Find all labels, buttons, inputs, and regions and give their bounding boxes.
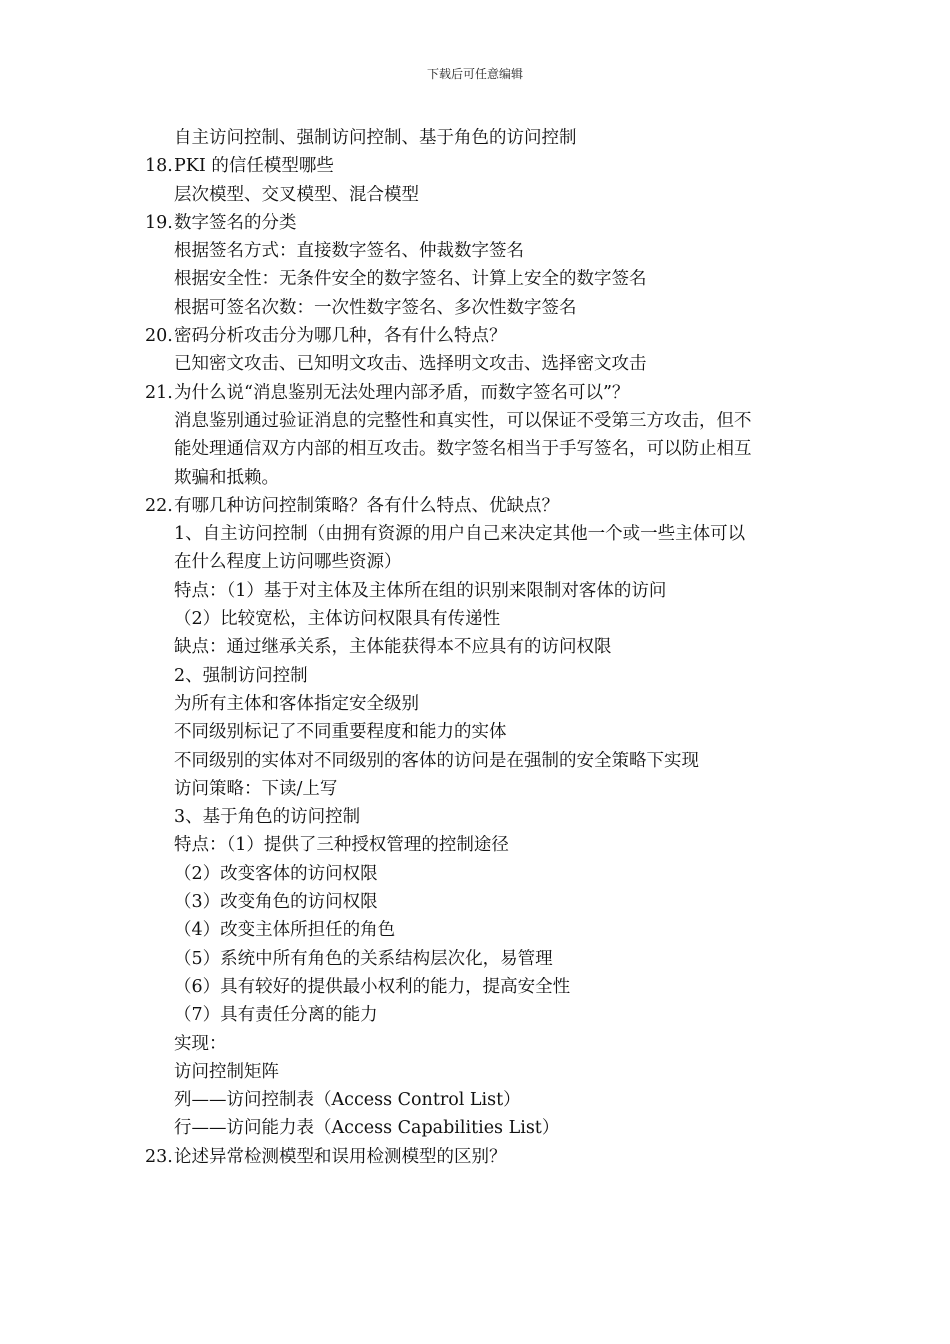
question-text: 有哪几种访问控制策略？各有什么特点、优缺点？	[174, 495, 559, 516]
line-text: 根据可签名次数：一次性数字签名、多次性数字签名	[174, 297, 577, 318]
line-text: 欺骗和抵赖。	[174, 467, 279, 488]
line-text: 2、强制访问控制	[174, 665, 308, 686]
question-text: PKI 的信任模型哪些	[174, 156, 334, 177]
question-line	[0, 492, 950, 520]
line-text: 能处理通信双方内部的相互攻击。数字签名相当于手写签名，可以防止相互	[174, 439, 752, 460]
line-text: （3）改变角色的访问权限	[174, 892, 378, 913]
page-header: 下载后可任意编辑	[426, 67, 523, 81]
line-text: 不同级别的实体对不同级别的客体的访问是在强制的安全策略下实现	[174, 750, 699, 771]
line-text: 3、基于角色的访问控制	[174, 807, 361, 828]
line-text: 访问策略：下读/上写	[174, 778, 338, 799]
line-text: 特点：（1）提供了三种授权管理的控制途径	[174, 835, 509, 856]
document-body	[0, 124, 950, 1171]
question-line	[0, 322, 950, 350]
question-line	[0, 1143, 950, 1171]
question-number: 23.	[145, 1146, 173, 1167]
answer-line	[0, 548, 950, 576]
question-number: 18.	[145, 156, 173, 177]
line-text: 根据安全性：无条件安全的数字签名、计算上安全的数字签名	[174, 269, 647, 290]
question-number: 21.	[145, 382, 173, 403]
answer-line	[0, 1030, 950, 1058]
line-text: 特点：（1）基于对主体及主体所在组的识别来限制对客体的访问	[174, 580, 667, 601]
question-line	[0, 209, 950, 237]
question-line	[0, 152, 950, 180]
line-text: 缺点：通过继承关系，主体能获得本不应具有的访问权限	[174, 637, 612, 658]
answer-line	[0, 605, 950, 633]
answer-line	[0, 464, 950, 492]
question-text: 论述异常检测模型和误用检测模型的区别？	[174, 1146, 507, 1167]
answer-line	[0, 1001, 950, 1029]
answer-line	[0, 1058, 950, 1086]
line-text: 为所有主体和客体指定安全级别	[174, 693, 419, 714]
line-text: （5）系统中所有角色的关系结构层次化，易管理	[174, 948, 553, 969]
answer-line	[0, 407, 950, 435]
line-text: （2）改变客体的访问权限	[174, 863, 378, 884]
answer-line	[0, 690, 950, 718]
question-line	[0, 379, 950, 407]
answer-line	[0, 1114, 950, 1142]
answer-line	[0, 945, 950, 973]
answer-line	[0, 265, 950, 293]
answer-line	[0, 662, 950, 690]
line-text: 访问控制矩阵	[174, 1061, 279, 1082]
line-text: 不同级别标记了不同重要程度和能力的实体	[174, 722, 507, 743]
answer-line	[0, 1086, 950, 1114]
answer-line	[0, 888, 950, 916]
answer-line	[0, 237, 950, 265]
answer-line	[0, 775, 950, 803]
question-number: 22.	[145, 495, 173, 516]
line-text: （4）改变主体所担任的角色	[174, 920, 396, 941]
answer-line	[0, 520, 950, 548]
line-text: 列——访问控制表（Access Control List）	[174, 1090, 521, 1111]
answer-line	[0, 803, 950, 831]
question-number: 20.	[145, 326, 173, 347]
line-text: 行——访问能力表（Access Capabilities List）	[174, 1118, 560, 1139]
question-text: 密码分析攻击分为哪几种，各有什么特点？	[174, 326, 507, 347]
line-text: 根据签名方式：直接数字签名、仲裁数字签名	[174, 241, 524, 262]
question-text: 数字签名的分类	[174, 212, 297, 233]
answer-line	[0, 124, 950, 152]
answer-line	[0, 916, 950, 944]
question-number: 19.	[145, 212, 173, 233]
line-text: （7）具有责任分离的能力	[174, 1005, 378, 1026]
answer-line	[0, 831, 950, 859]
answer-line	[0, 633, 950, 661]
line-text: 已知密文攻击、已知明文攻击、选择明文攻击、选择密文攻击	[174, 354, 647, 375]
answer-line	[0, 294, 950, 322]
answer-line	[0, 435, 950, 463]
answer-line	[0, 350, 950, 378]
answer-line	[0, 718, 950, 746]
line-text: （2）比较宽松，主体访问权限具有传递性	[174, 609, 501, 630]
line-text: 实现：	[174, 1033, 227, 1054]
line-text: 1、自主访问控制（由拥有资源的用户自己来决定其他一个或一些主体可以	[174, 524, 746, 545]
line-text: 在什么程度上访问哪些资源）	[174, 552, 402, 573]
answer-line	[0, 747, 950, 775]
question-text: 为什么说“消息鉴别无法处理内部矛盾，而数字签名可以”？	[174, 382, 630, 403]
answer-line	[0, 973, 950, 1001]
answer-line	[0, 181, 950, 209]
answer-line	[0, 860, 950, 888]
line-text: 消息鉴别通过验证消息的完整性和真实性，可以保证不受第三方攻击，但不	[174, 410, 752, 431]
line-text: 自主访问控制、强制访问控制、基于角色的访问控制	[174, 128, 577, 148]
line-text: （6）具有较好的提供最小权利的能力，提高安全性	[174, 976, 571, 997]
answer-line	[0, 577, 950, 605]
line-text: 层次模型、交叉模型、混合模型	[174, 184, 419, 205]
